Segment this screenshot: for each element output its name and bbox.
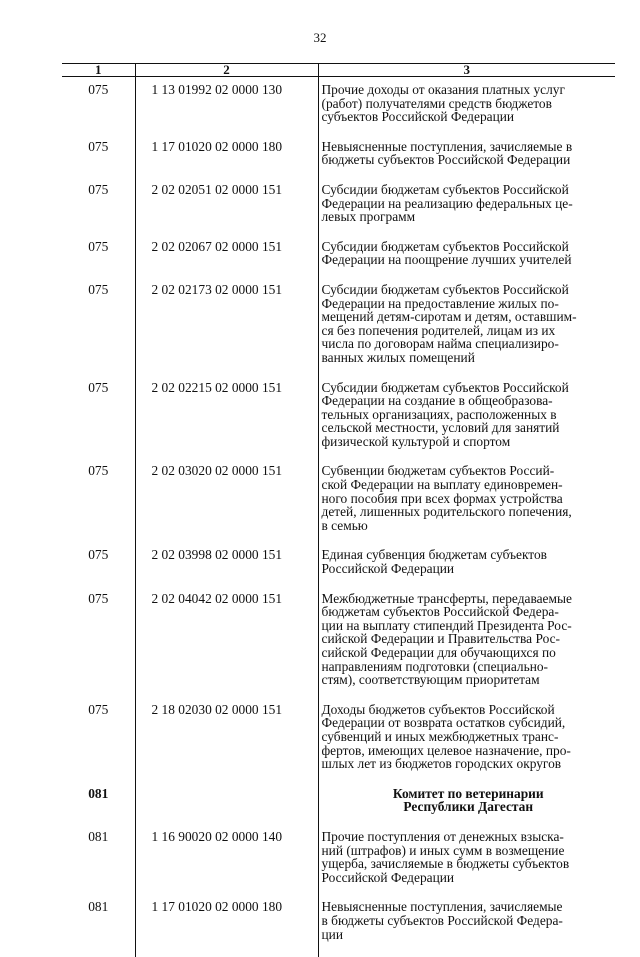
description-line: Федерации на предоставление жилых по-	[322, 297, 616, 311]
description-line: ции	[322, 928, 616, 942]
admin-code-cell: 081	[62, 894, 135, 957]
description-line: Невыясненные поступления, зачисляемые	[322, 900, 616, 914]
description-line: числа по договорам найма специализиро-	[322, 337, 616, 351]
description-line: Межбюджетные трансферты, передаваемые	[322, 592, 616, 606]
table-row	[62, 177, 615, 234]
description-line: Невыясненные поступления, зачисляемые в	[322, 140, 616, 154]
kbk-code-cell: 2 02 02051 02 0000 151	[135, 177, 318, 234]
table-row	[62, 586, 615, 697]
description-line: детей, лишенных родительского попечения,	[322, 505, 616, 519]
table-row	[62, 894, 615, 957]
table-row	[62, 234, 615, 277]
description-line: ской Федерации на выплату единовремен-	[322, 478, 616, 492]
description-line: сельской местности, условий для занятий	[322, 421, 616, 435]
column-header-1: 1	[62, 64, 135, 77]
table-body	[62, 77, 615, 957]
description-cell	[318, 177, 615, 234]
description-line: Субсидии бюджетам субъектов Российской	[322, 183, 616, 197]
description-line: Субвенции бюджетам субъектов Россий-	[322, 464, 616, 478]
description-line: сийской Федерации и Правительства Рос-	[322, 632, 616, 646]
description-line: ции на выплату стипендий Президента Рос-	[322, 619, 616, 633]
description-line: мещений детям-сиротам и детям, оставшим-	[322, 310, 616, 324]
description-line: бюджеты субъектов Российской Федерации	[322, 153, 616, 167]
description-cell	[318, 586, 615, 697]
description-cell	[318, 134, 615, 177]
description-line: Российской Федерации	[322, 562, 616, 576]
description-line: ванных жилых помещений	[322, 351, 616, 365]
table-row	[62, 824, 615, 894]
table-row	[62, 542, 615, 585]
description-line: физической культурой и спортом	[322, 435, 616, 449]
admin-code-cell: 075	[62, 134, 135, 177]
section-header-row	[62, 781, 615, 824]
description-line: Республики Дагестан	[322, 800, 616, 814]
kbk-code-cell: 2 02 03998 02 0000 151	[135, 542, 318, 585]
table-row	[62, 697, 615, 781]
kbk-code-cell	[135, 781, 318, 824]
description-line: в семью	[322, 519, 616, 533]
description-line: субъектов Российской Федерации	[322, 110, 616, 124]
table-row	[62, 77, 615, 134]
description-line: ся без попечения родителей, лицам из их	[322, 324, 616, 338]
column-header-2: 2	[135, 64, 318, 77]
kbk-code-cell: 1 17 01020 02 0000 180	[135, 894, 318, 957]
table-row	[62, 134, 615, 177]
description-line: шлых лет из бюджетов городских округов	[322, 757, 616, 771]
description-line: ущерба, зачисляемые в бюджеты субъектов	[322, 857, 616, 871]
description-line: Федерации на создание в общеобразова-	[322, 394, 616, 408]
description-line: Федерации на поощрение лучших учителей	[322, 253, 616, 267]
description-line: Российской Федерации	[322, 871, 616, 885]
description-line: Субсидии бюджетам субъектов Российской	[322, 283, 616, 297]
table-row	[62, 277, 615, 375]
admin-code-cell: 075	[62, 177, 135, 234]
kbk-code-cell: 1 13 01992 02 0000 130	[135, 77, 318, 134]
description-cell	[318, 458, 615, 542]
admin-code-cell: 075	[62, 277, 135, 375]
admin-code-cell: 075	[62, 697, 135, 781]
admin-code-cell: 081	[62, 781, 135, 824]
description-line: Федерации от возврата остатков субсидий,	[322, 716, 616, 730]
admin-code-cell: 075	[62, 586, 135, 697]
description-line: направлениям подготовки (специально-	[322, 660, 616, 674]
description-line: Субсидии бюджетам субъектов Российской	[322, 240, 616, 254]
description-cell	[318, 824, 615, 894]
description-cell	[318, 697, 615, 781]
description-cell	[318, 375, 615, 459]
admin-code-cell: 075	[62, 375, 135, 459]
admin-code-cell: 075	[62, 234, 135, 277]
admin-code-cell: 075	[62, 542, 135, 585]
description-line: сийской Федерации для обучающихся по	[322, 646, 616, 660]
kbk-code-cell: 2 02 02173 02 0000 151	[135, 277, 318, 375]
description-line: левых программ	[322, 210, 616, 224]
kbk-code-cell: 2 02 02215 02 0000 151	[135, 375, 318, 459]
description-line: фертов, имеющих целевое назначение, про-	[322, 744, 616, 758]
budget-classification-table	[62, 63, 615, 957]
table-row	[62, 458, 615, 542]
description-cell	[318, 234, 615, 277]
description-line: Субсидии бюджетам субъектов Российской	[322, 381, 616, 395]
description-line: (работ) получателями средств бюджетов	[322, 97, 616, 111]
admin-code-cell: 081	[62, 824, 135, 894]
description-line: стям), соответствующим приоритетам	[322, 673, 616, 687]
description-line: Федерации на реализацию федеральных це-	[322, 197, 616, 211]
kbk-code-cell: 2 18 02030 02 0000 151	[135, 697, 318, 781]
description-line: ний (штрафов) и иных сумм в возмещение	[322, 844, 616, 858]
description-line: тельных организациях, расположенных в	[322, 408, 616, 422]
page-number: 32	[0, 30, 640, 46]
description-cell	[318, 77, 615, 134]
description-line: Доходы бюджетов субъектов Российской	[322, 703, 616, 717]
description-line: Единая субвенция бюджетам субъектов	[322, 548, 616, 562]
description-line: бюджетам субъектов Российской Федера-	[322, 605, 616, 619]
description-line: Прочие доходы от оказания платных услуг	[322, 83, 616, 97]
kbk-code-cell: 2 02 03020 02 0000 151	[135, 458, 318, 542]
description-line: в бюджеты субъектов Российской Федера-	[322, 914, 616, 928]
section-title-cell	[318, 781, 615, 824]
admin-code-cell: 075	[62, 77, 135, 134]
admin-code-cell: 075	[62, 458, 135, 542]
kbk-code-cell: 2 02 02067 02 0000 151	[135, 234, 318, 277]
table-row	[62, 375, 615, 459]
description-line: Прочие поступления от денежных взыска-	[322, 830, 616, 844]
kbk-code-cell: 1 17 01020 02 0000 180	[135, 134, 318, 177]
description-line: ного пособия при всех формах устройства	[322, 492, 616, 506]
description-cell	[318, 277, 615, 375]
description-line: субвенций и иных межбюджетных транс-	[322, 730, 616, 744]
column-header-3: 3	[318, 64, 615, 77]
kbk-code-cell: 2 02 04042 02 0000 151	[135, 586, 318, 697]
description-cell	[318, 542, 615, 585]
kbk-code-cell: 1 16 90020 02 0000 140	[135, 824, 318, 894]
description-line: Комитет по ветеринарии	[322, 787, 616, 801]
description-cell	[318, 894, 615, 957]
table-header-row	[62, 64, 615, 77]
